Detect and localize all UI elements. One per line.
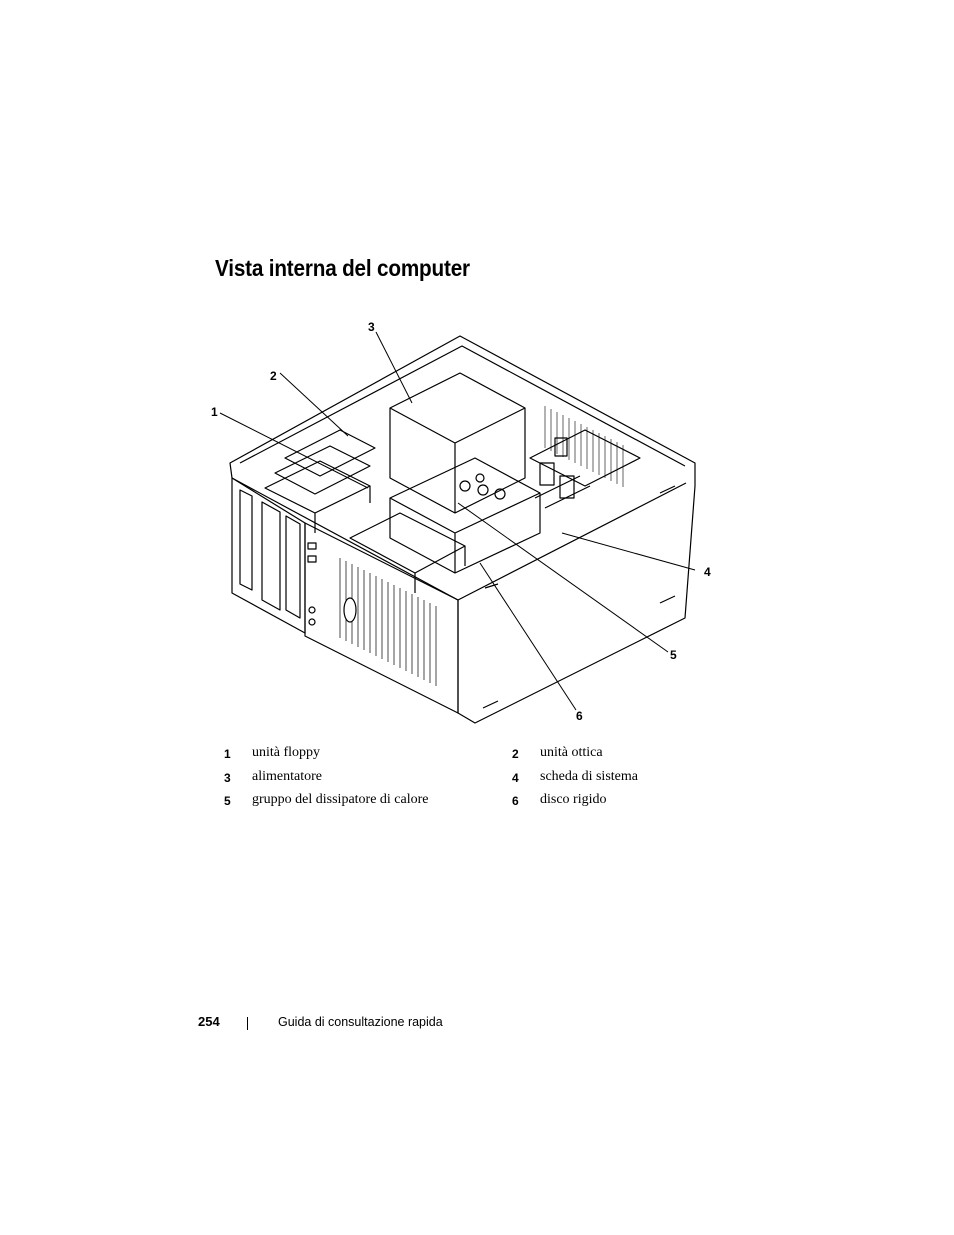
computer-interior-illustration: [200, 318, 720, 728]
computer-drawing: [200, 318, 720, 728]
figure-legend: [224, 745, 684, 816]
legend-label: disco rigido: [540, 792, 607, 807]
front-bezel: [232, 478, 305, 633]
page-title: Vista interna del computer: [215, 255, 470, 281]
callout-5: 5: [670, 648, 677, 662]
footer-separator: [247, 1017, 248, 1030]
legend-row: [224, 745, 684, 769]
floppy-drive-shape: [265, 461, 370, 513]
legend-row: [224, 769, 684, 793]
legend-row: [224, 792, 684, 816]
legend-label: alimentatore: [252, 768, 322, 784]
legend-number: 3: [224, 770, 231, 785]
callout-3: 3: [368, 320, 375, 334]
motherboard-shape: [530, 430, 640, 486]
callout-6: 6: [576, 709, 583, 723]
callout-4: 4: [704, 565, 711, 579]
page-number: 254: [198, 1014, 220, 1029]
hard-drive-shape: [350, 513, 465, 573]
callout-1: 1: [211, 405, 218, 419]
legend-number: 5: [224, 794, 231, 808]
legend-label: gruppo del dissipatore di calore: [252, 792, 429, 807]
legend-label: scheda di sistema: [540, 768, 638, 784]
legend-number: 1: [224, 747, 231, 761]
legend-number: 2: [512, 747, 519, 761]
callout-2: 2: [270, 369, 277, 383]
legend-label: unità ottica: [540, 745, 603, 760]
running-title: Guida di consultazione rapida: [278, 1015, 443, 1029]
legend-label: unità floppy: [252, 745, 321, 760]
legend-number: 6: [512, 794, 519, 808]
legend-number: 4: [512, 770, 519, 785]
